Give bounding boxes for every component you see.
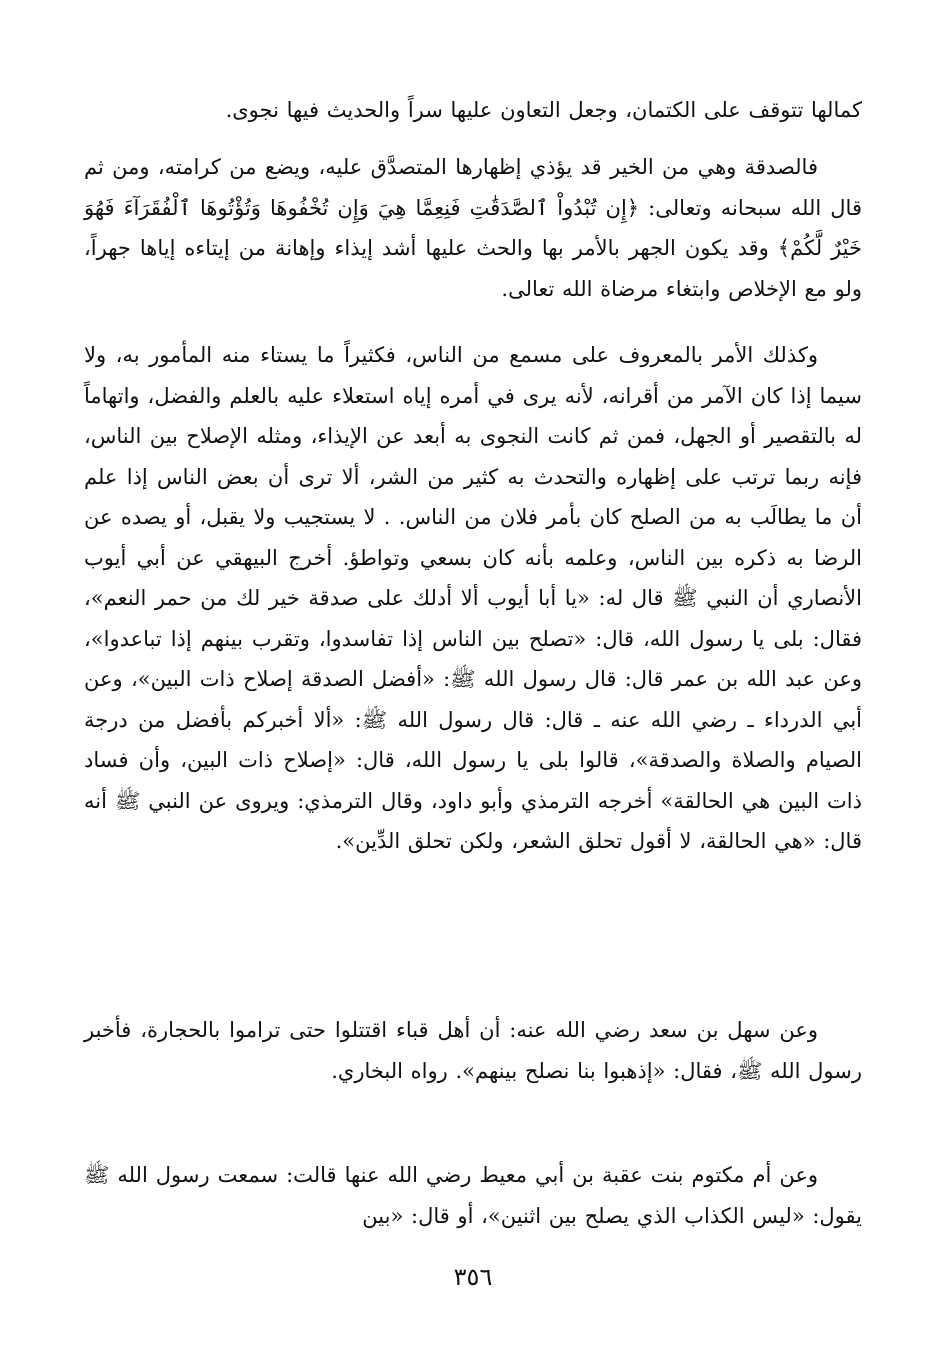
page-number: ٣٥٦	[453, 1263, 493, 1291]
paragraph-text: فالصدقة وهي من الخير قد يؤذي إظهارها المتصدَّق عليه، ويضع من كرامته، ومن ثم قال الله سبحانه وتعالى: ﴿إِن تُبْدُواْ ٱلصَّدَقَٰتِ فَنِعِمَّا هِيَ وَإِن تُخْفُوهَا وَتُؤْتُوهَا ٱلْفُقَرَآءَ فَهُوَ خَيْرٌ لَّكُمْ﴾ وقد يكون الجهر بالأمر بها والحث عليها أشد إيذاء وإهانة من إيتاءه إياها جهراً، ولو مع الإخلاص وابتغاء مرضاة الله تعالى.	[84, 155, 862, 301]
paragraph-umm-kulthum-hadith	[84, 1155, 862, 1236]
paragraph-continuation	[84, 90, 862, 131]
paragraph-text: كمالها تتوقف على الكتمان، وجعل التعاون عليها سراً والحديث فيها نجوى.	[225, 98, 862, 122]
paragraph-charity	[84, 147, 862, 309]
paragraph-text: وعن أم مكتوم بنت عقبة بن أبي معيط رضي الله عنها قالت: سمعت رسول الله ﷺ يقول: «ليس الكذاب الذي يصلح بين اثنين»، أو قال: «بين	[84, 1163, 862, 1228]
paragraph-enjoining-good	[84, 335, 862, 862]
paragraph-sahl-hadith	[84, 1010, 862, 1091]
paragraph-text: وعن سهل بن سعد رضي الله عنه: أن أهل قباء اقتتلوا حتى تراموا بالحجارة، فأخبر رسول الله ﷺ، فقال: «إذهبوا بنا نصلح بينهم». رواه البخاري.	[84, 1018, 862, 1083]
paragraph-text: وكذلك الأمر بالمعروف على مسمع من الناس، فكثيراً ما يستاء منه المأمور به، ولا سيما إذا كان الآمر من أقرانه، لأنه يرى في أمره إياه استعلاء عليه بالعلم والفضل، واتهاماً له بالتقصير أو الجهل، فمن ثم كانت النجوى به أبعد عن الإيذاء، ومثله الإصلاح بين الناس، فإنه ربما ترتب على إظهاره والتحدث به كثير من الشر، ألا ترى أن بعض الناس إذا علم أن ما يطالَب به من الصلح كان بأمر فلان من الناس. . لا يستجيب ولا يقبل، أو يصده عن الرضا به ذكره بين الناس، وعلمه بأنه كان بسعي وتواطؤ. أخرج البيهقي عن أبي أيوب الأنصاري أن النبي ﷺ قال له: «يا أبا أيوب ألا أدلك على صدقة خير لك من حمر النعم»، فقال: بلى يا رسول الله، قال: «تصلح بين الناس إذا تفاسدوا، وتقرب بينهم إذا تباعدوا»، وعن عبد الله بن عمر قال: قال رسول الله ﷺ: «أفضل الصدقة إصلاح ذات البين»، وعن أبي الدرداء ـ رضي الله عنه ـ قال: قال رسول الله ﷺ: «ألا أخبركم بأفضل من درجة الصيام والصلاة والصدقة»، قالوا بلى يا رسول الله، قال: «إصلاح ذات البين، وأن فساد ذات البين هي الحالقة» أخرجه الترمذي وأبو داود، وقال الترمذي: ويروى عن النبي ﷺ أنه قال: «هي الحالقة، لا أقول تحلق الشعر، ولكن تحلق الدِّين».	[84, 343, 862, 853]
